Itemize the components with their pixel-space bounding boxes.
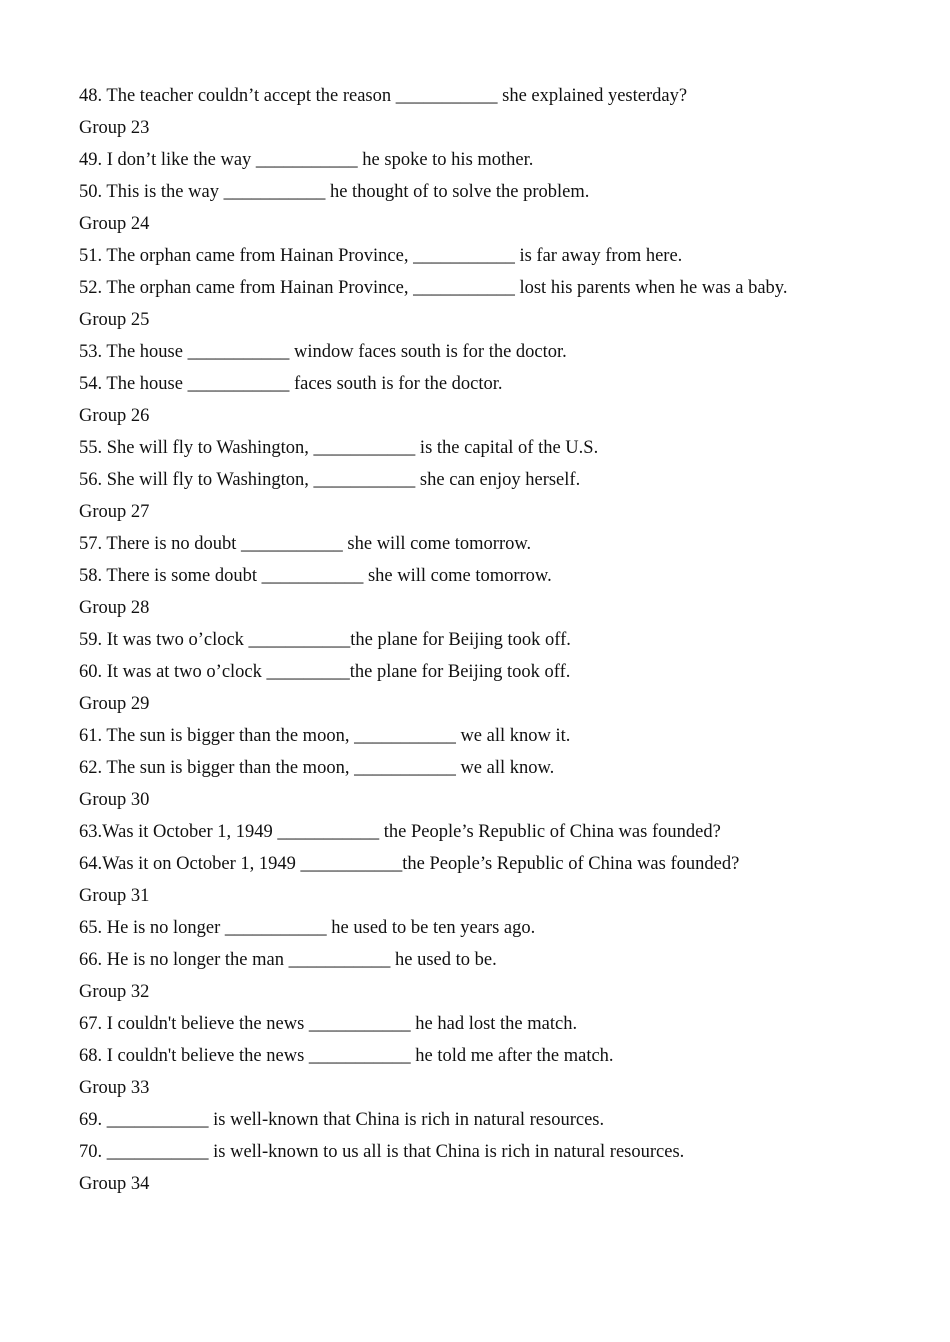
question-66: 66. He is no longer the man ___________ he used to be. xyxy=(79,950,497,970)
group-heading-30: Group 30 xyxy=(79,790,150,810)
group-heading-24: Group 24 xyxy=(79,214,150,234)
question-56: 56. She will fly to Washington, ___________ she can enjoy herself. xyxy=(79,470,581,490)
question-52: 52. The orphan came from Hainan Province, ___________ lost his parents when he was a baby. xyxy=(79,278,788,298)
question-50: 50. This is the way ___________ he thought of to solve the problem. xyxy=(79,182,590,202)
question-58: 58. There is some doubt ___________ she will come tomorrow. xyxy=(79,566,552,586)
question-53: 53. The house ___________ window faces south is for the doctor. xyxy=(79,342,567,362)
group-heading-27: Group 27 xyxy=(79,502,150,522)
question-59: 59. It was two o’clock ___________the plane for Beijing took off. xyxy=(79,630,571,650)
question-55: 55. She will fly to Washington, ___________ is the capital of the U.S. xyxy=(79,438,599,458)
group-heading-31: Group 31 xyxy=(79,886,150,906)
document-page xyxy=(79,80,899,1200)
question-61: 61. The sun is bigger than the moon, ___________ we all know it. xyxy=(79,726,571,746)
question-51: 51. The orphan came from Hainan Province, ___________ is far away from here. xyxy=(79,246,683,266)
question-54: 54. The house ___________ faces south is for the doctor. xyxy=(79,374,503,394)
question-48: 48. The teacher couldn’t accept the reason ___________ she explained yesterday? xyxy=(79,86,688,106)
question-65: 65. He is no longer ___________ he used to be ten years ago. xyxy=(79,918,536,938)
group-heading-33: Group 33 xyxy=(79,1078,150,1098)
group-heading-28: Group 28 xyxy=(79,598,150,618)
group-heading-25: Group 25 xyxy=(79,310,150,330)
question-70: 70. ___________ is well-known to us all is that China is rich in natural resources. xyxy=(79,1142,685,1162)
group-heading-29: Group 29 xyxy=(79,694,150,714)
question-62: 62. The sun is bigger than the moon, ___________ we all know. xyxy=(79,758,555,778)
question-69: 69. ___________ is well-known that China is rich in natural resources. xyxy=(79,1110,605,1130)
question-63: 63.Was it October 1, 1949 ___________ the People’s Republic of China was founded? xyxy=(79,822,721,842)
question-49: 49. I don’t like the way ___________ he spoke to his mother. xyxy=(79,150,534,170)
question-67: 67. I couldn't believe the news ___________ he had lost the match. xyxy=(79,1014,578,1034)
group-heading-23: Group 23 xyxy=(79,118,150,138)
group-heading-26: Group 26 xyxy=(79,406,150,426)
group-heading-32: Group 32 xyxy=(79,982,150,1002)
question-57: 57. There is no doubt ___________ she will come tomorrow. xyxy=(79,534,532,554)
question-64: 64.Was it on October 1, 1949 ___________the People’s Republic of China was founded? xyxy=(79,854,740,874)
group-heading-34: Group 34 xyxy=(79,1174,150,1194)
question-60: 60. It was at two o’clock _________the plane for Beijing took off. xyxy=(79,662,571,682)
question-68: 68. I couldn't believe the news ___________ he told me after the match. xyxy=(79,1046,614,1066)
